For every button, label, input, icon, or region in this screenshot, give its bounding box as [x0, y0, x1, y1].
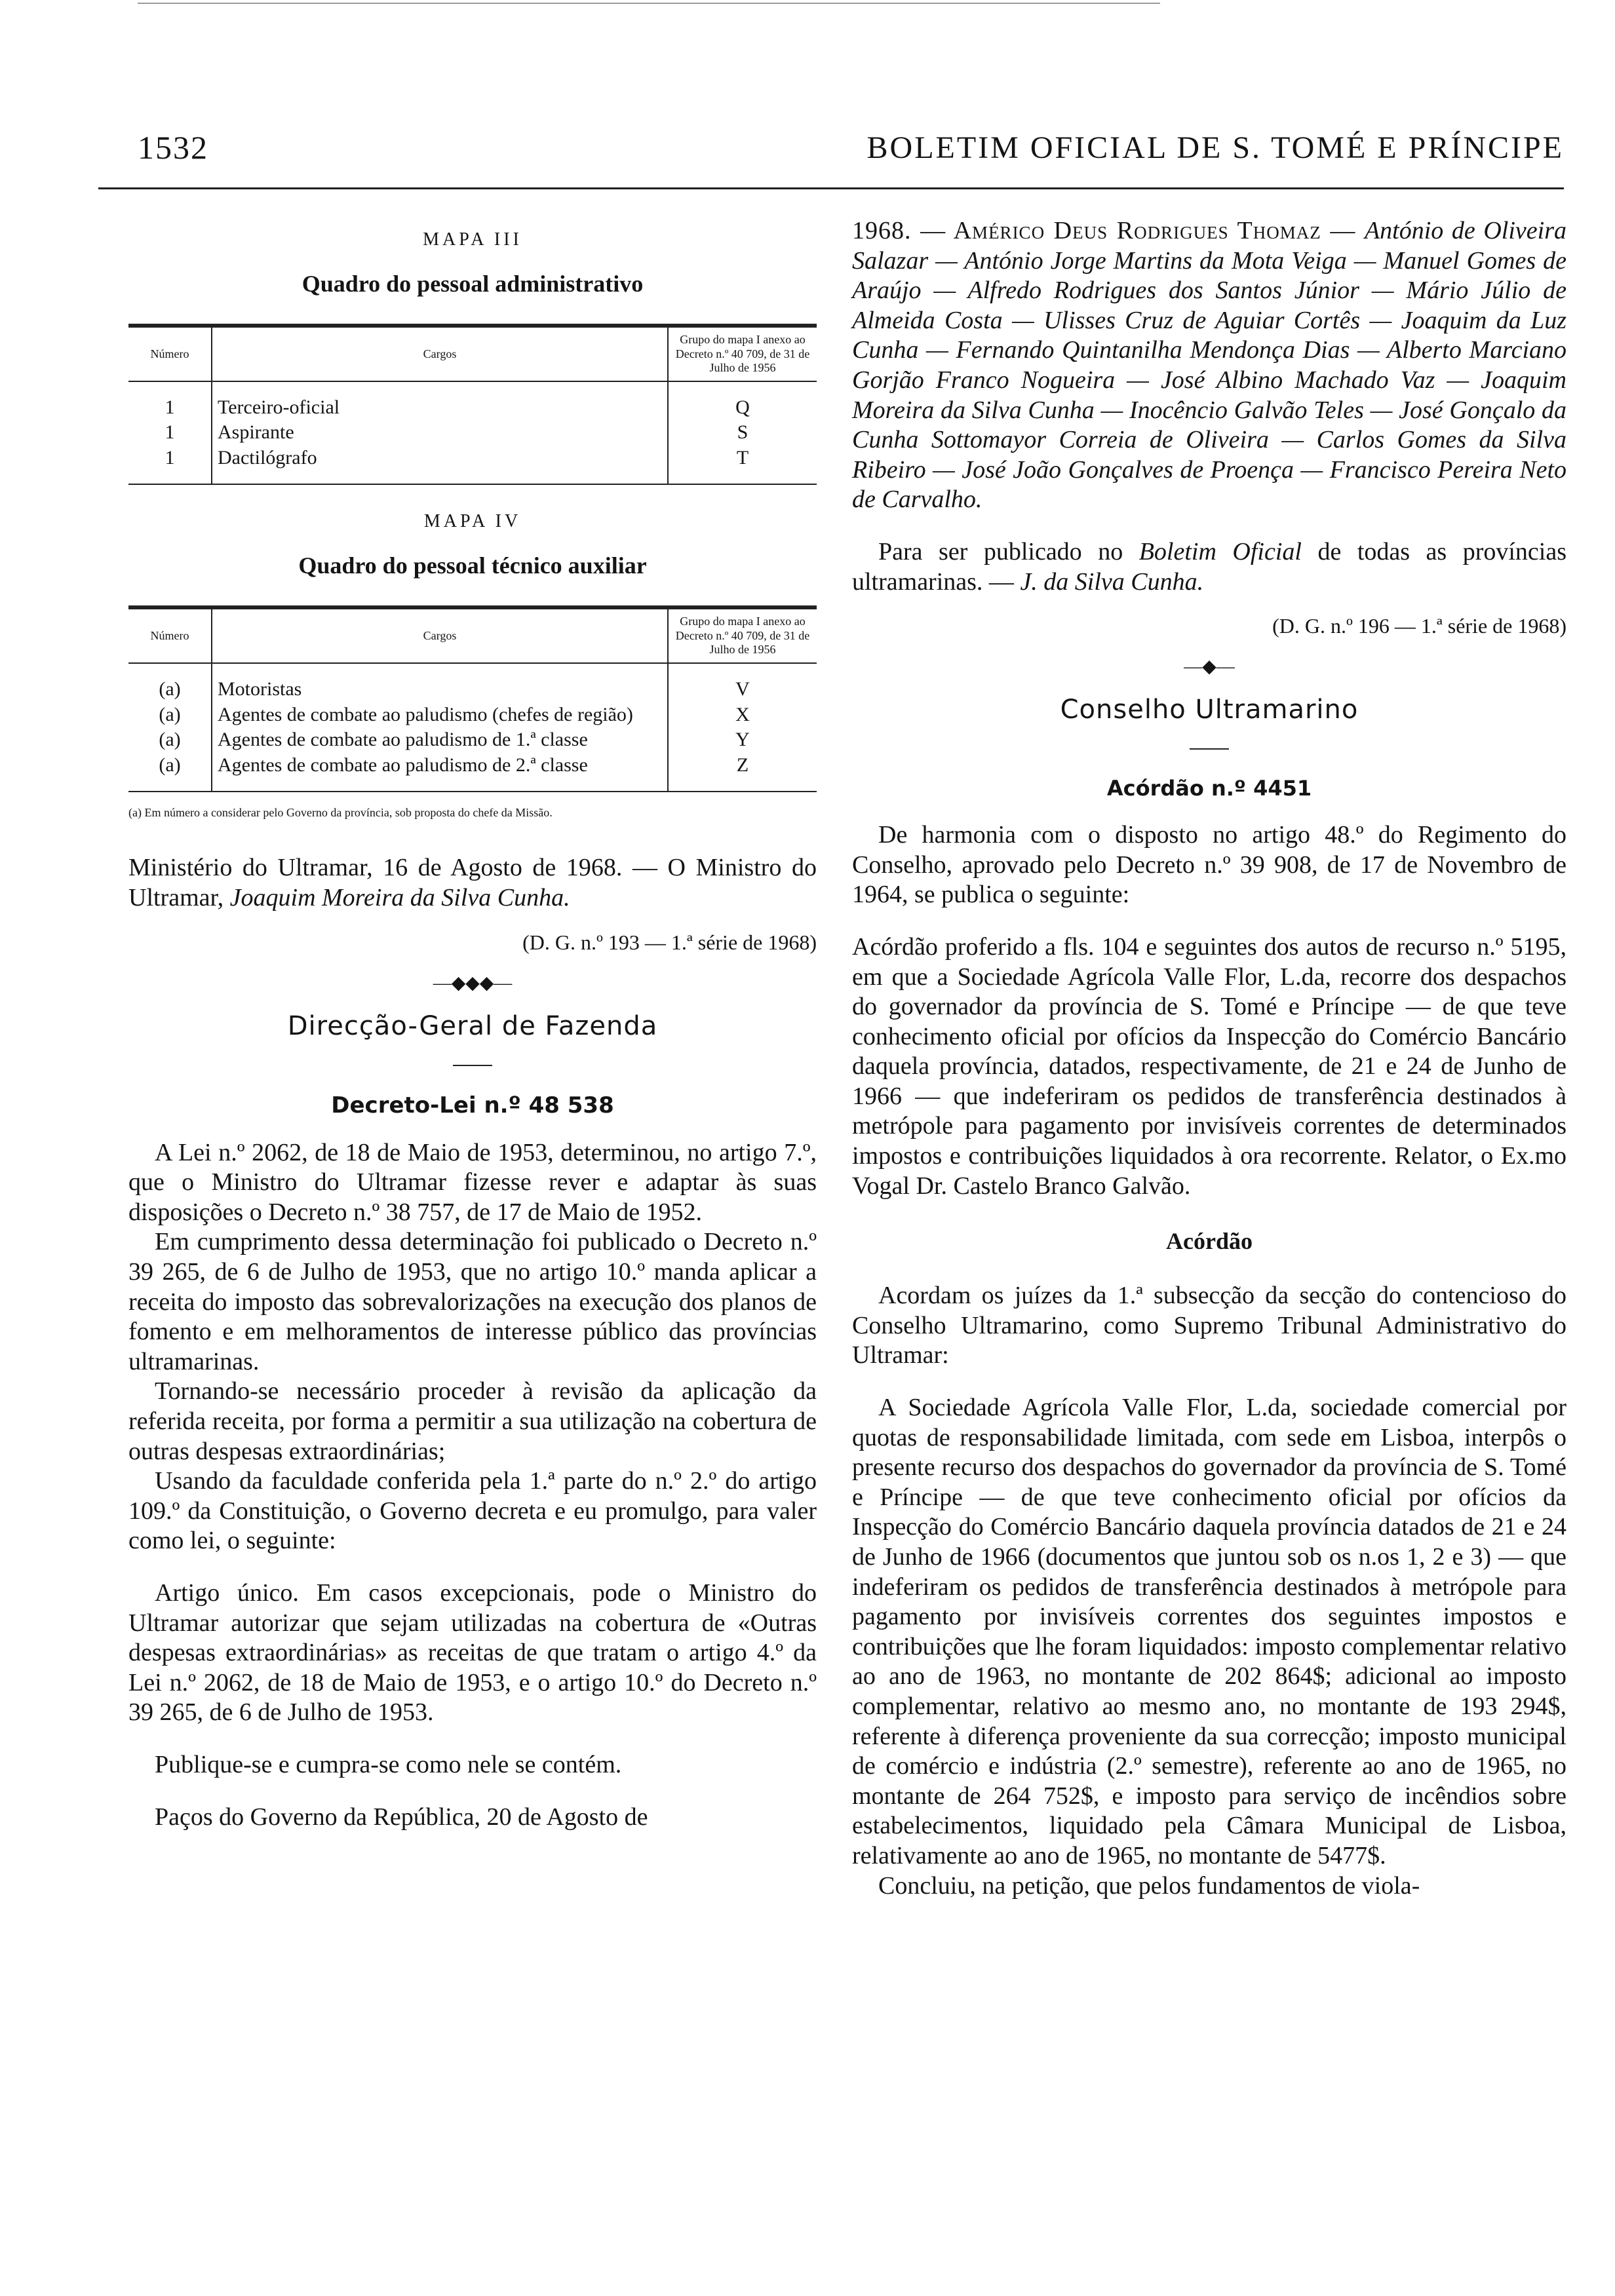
row-numero: 1 [128, 420, 212, 446]
row-numero: (a) [128, 753, 212, 792]
row-numero: (a) [128, 727, 212, 753]
table-row [128, 446, 817, 485]
ministerio-text: Ministério do Ultramar, 16 de Agosto de 1968. — O Ministro do Ultramar, [128, 854, 817, 912]
row-cargo: Agentes de combate ao paludismo de 2.ª classe [212, 753, 668, 792]
row-numero: 1 [128, 446, 212, 485]
row-grupo: Z [736, 754, 749, 776]
signatories-lead: 1968. — Américo Deus Rodrigues Thomaz — [852, 217, 1365, 244]
decree-publique: Publique-se e cumpra-se como nele se contém. [155, 1750, 622, 1778]
decree-paragraph: Usando da faculdade conferida pela 1.ª parte do n.º 2.º do artigo 109.º da Constituição, o Governo decreta e eu promulgo, para valer como lei, o seguinte: [128, 1467, 817, 1555]
publicado-boletim: Boletim Oficial [1138, 537, 1302, 565]
table-row [128, 702, 817, 728]
table-row [128, 727, 817, 753]
row-cargo: Agentes de combate ao paludismo (chefes de região) [212, 702, 668, 728]
row-grupo: T [736, 446, 749, 469]
row-numero: (a) [128, 663, 212, 702]
mapa-4-title: MAPA IV [423, 511, 522, 532]
acordao-paragraph: Acordam os juízes da 1.ª subsecção da secção do contencioso do Conselho Ultramarino, como Supremo Tribunal Administrativo do Ultramar: [852, 1282, 1566, 1369]
right-column [852, 216, 1566, 1901]
decree-title: Decreto-Lei n.º 48 538 [331, 1092, 614, 1119]
row-cargo: Agentes de combate ao paludismo de 1.ª classe [212, 727, 668, 753]
column-header-cargos: Cargos [212, 607, 668, 663]
row-cargo: Motoristas [212, 663, 668, 702]
mapa-3-title: MAPA III [423, 229, 522, 250]
decree-pacos: Paços do Governo da República, 20 de Agosto de [155, 1803, 648, 1831]
mapa-3-table [128, 324, 817, 485]
acordao-paragraph: A Sociedade Agrícola Valle Flor, L.da, sociedade comercial por quotas de responsabilidade limitada, com sede em Lisboa, interpôs o presente recurso dos despachos do governador da província de S. Tomé e Príncipe — de que teve conhecimento oficial por ofícios da Inspecção do Comércio Bancário daquela província datados de 21 e 24 de Junho de 1966 (documentos que juntou sob os n.os 1, 2 e 3) — que indeferiram os pedidos de transferência destinados à metrópole para pagamento por invisíveis correntes dos seguintes impostos e contribuições que lhe foram liquidados: imposto complementar relativo ao ano de 1963, no montante de 202 864$; adicional ao imposto complementar, relativo ao mesmo ano, no montante de 193 294$, referente à diferença proveniente da sua correcção; imposto municipal de comércio e indústria (2.º semestre), referente ao ano de 1965, no montante de 264 752$, e imposto para serviço de incêndios sobre estabelecimentos, liquidado pela Câmara Municipal de Lisboa, relativamente ao ano de 1965, no montante de 5477$. [852, 1394, 1566, 1869]
row-grupo: X [735, 703, 750, 725]
publicado-mid: de todas as províncias ultramarinas. — [852, 537, 1566, 596]
acordao-paragraph: De harmonia com o disposto no artigo 48.º do Regimento do Conselho, aprovado pelo Decreto n.º 39 908, de 17 de Novembro de 1964, se publica o seguinte: [852, 821, 1566, 909]
row-cargo: Dactilógrafo [212, 446, 668, 485]
publicacao-paragraph [852, 537, 1566, 597]
acordao-paragraph: Acórdão proferido a fls. 104 e seguintes dos autos de recurso n.º 5195, em que a Sociedade Agrícola Valle Flor, L.da, recorre dos despachos do governador da província de S. Tomé e Príncipe — de que teve conhecimento oficial por ofícios da Inspecção do Comércio Bancário daquela província, datados, respectivamente, de 21 e 24 de Junho de 1966 — que indeferiram os pedidos de transferência destinados à metrópole para pagamento por invisíveis correntes de determinados impostos e contribuições liquidados à ora recorrente. Relator, o Ex.mo Vogal Dr. Castelo Branco Galvão. [852, 932, 1566, 1200]
row-numero: (a) [128, 702, 212, 728]
table-row [128, 753, 817, 792]
acordao-paragraph: Concluiu, na petição, que pelos fundamentos de viola- [878, 1871, 1420, 1900]
header-rule [98, 187, 1564, 189]
ministerio-signatory: Joaquim Moreira da Silva Cunha. [229, 884, 570, 912]
decree-paragraph: Em cumprimento dessa determinação foi publicado o Decreto n.º 39 265, de 6 de Julho de 1953, que no artigo 10.º manda aplicar a receita do imposto das sobrevalorizações na execução dos planos de fomento e em melhoramentos de interesse público das províncias ultramarinas. [128, 1228, 817, 1375]
column-header-grupo: Grupo do mapa I anexo ao Decreto n.º 40 709, de 31 de Julho de 1956 [668, 607, 817, 663]
row-grupo: S [737, 421, 749, 444]
ministerio-signature [128, 853, 817, 913]
column-header-cargos: Cargos [212, 326, 668, 381]
row-grupo: Y [735, 729, 750, 751]
short-rule [1190, 748, 1229, 750]
conselho-heading: Conselho Ultramarino [1060, 695, 1359, 725]
decree-paragraph: A Lei n.º 2062, de 18 de Maio de 1953, determinou, no artigo 7.º, que o Ministro do Ultramar fizesse rever e adaptar às suas disposições o Decreto n.º 38 757, de 17 de Maio de 1952. [128, 1138, 817, 1226]
mapa-3-subtitle: Quadro do pessoal administrativo [302, 271, 644, 297]
decree-paragraph: Tornando-se necessário proceder à revisão da aplicação da referida receita, por forma a permitir a sua utilização na cobertura de outras despesas extraordinárias; [128, 1377, 817, 1465]
row-cargo: Aspirante [212, 420, 668, 446]
page-number: 1532 [138, 129, 208, 166]
ornament-divider: —◆— [1184, 657, 1235, 678]
table-row [128, 381, 817, 421]
column-header-grupo: Grupo do mapa I anexo ao Decreto n.º 40 709, de 31 de Julho de 1956 [668, 326, 817, 381]
mapa-4-table [128, 605, 817, 792]
row-cargo: Terceiro-oficial [212, 381, 668, 421]
diario-reference: (D. G. n.º 193 — 1.ª série de 1968) [522, 930, 817, 954]
column-header-numero: Número [128, 326, 212, 381]
mapa-4-subtitle: Quadro do pessoal técnico auxiliar [298, 552, 647, 579]
row-grupo: V [735, 678, 750, 700]
row-numero: 1 [128, 381, 212, 421]
top-edge-rule [138, 3, 1160, 4]
signatories-list: António de Oliveira Salazar — António Jorge Martins da Mota Veiga — Manuel Gomes de Araújo — Alfredo Rodrigues dos Santos Júnior — Mário Júlio de Almeida Costa — Ulisses Cruz de Aguiar Cortês — Joaquim da Luz Cunha — Fernando Quintanilha Mendonça Dias — Alberto Marciano Gorjão Franco Nogueira — José Albino Machado Vaz — Joaquim Moreira da Silva Cunha — Inocêncio Galvão Teles — José Gonçalo da Cunha Sottomayor Correia de Oliveira — Carlos Gomes da Silva Ribeiro — José João Gonçalves de Proença — Francisco Pereira Neto de Carvalho. [852, 217, 1566, 514]
ornament-divider: —◆◆◆— [433, 972, 513, 993]
fazenda-heading: Direcção-Geral de Fazenda [287, 1010, 658, 1041]
signatories-paragraph [852, 216, 1566, 515]
diario-reference-2: (D. G. n.º 196 — 1.ª série de 1968) [1272, 614, 1566, 638]
left-column [128, 216, 817, 1832]
short-rule [453, 1065, 492, 1066]
table-row [128, 663, 817, 702]
acordao-subheading: Acórdão [1166, 1228, 1253, 1255]
publicado-signatory: J. da Silva Cunha. [1020, 567, 1204, 596]
publicado-start: Para ser publicado no [878, 537, 1139, 565]
table-row [128, 420, 817, 446]
row-grupo: Q [735, 396, 750, 418]
acordao-title: Acórdão n.º 4451 [1106, 776, 1312, 801]
decree-article: Artigo único. Em casos excepcionais, pode o Ministro do Ultramar autorizar que sejam utilizadas na cobertura de «Outras despesas extraordinárias» as receitas de que tratam o artigo 4.º da Lei n.º 2062, de 18 de Maio de 1953, e o artigo 10.º do Decreto n.º 39 265, de 6 de Julho de 1953. [128, 1578, 817, 1727]
running-head: BOLETIM OFICIAL DE S. TOMÉ E PRÍNCIPE [866, 130, 1564, 165]
mapa-4-footnote: (a) Em número a considerar pelo Governo da província, sob proposta do chefe da Missão. [128, 806, 553, 820]
column-header-numero: Número [128, 607, 212, 663]
